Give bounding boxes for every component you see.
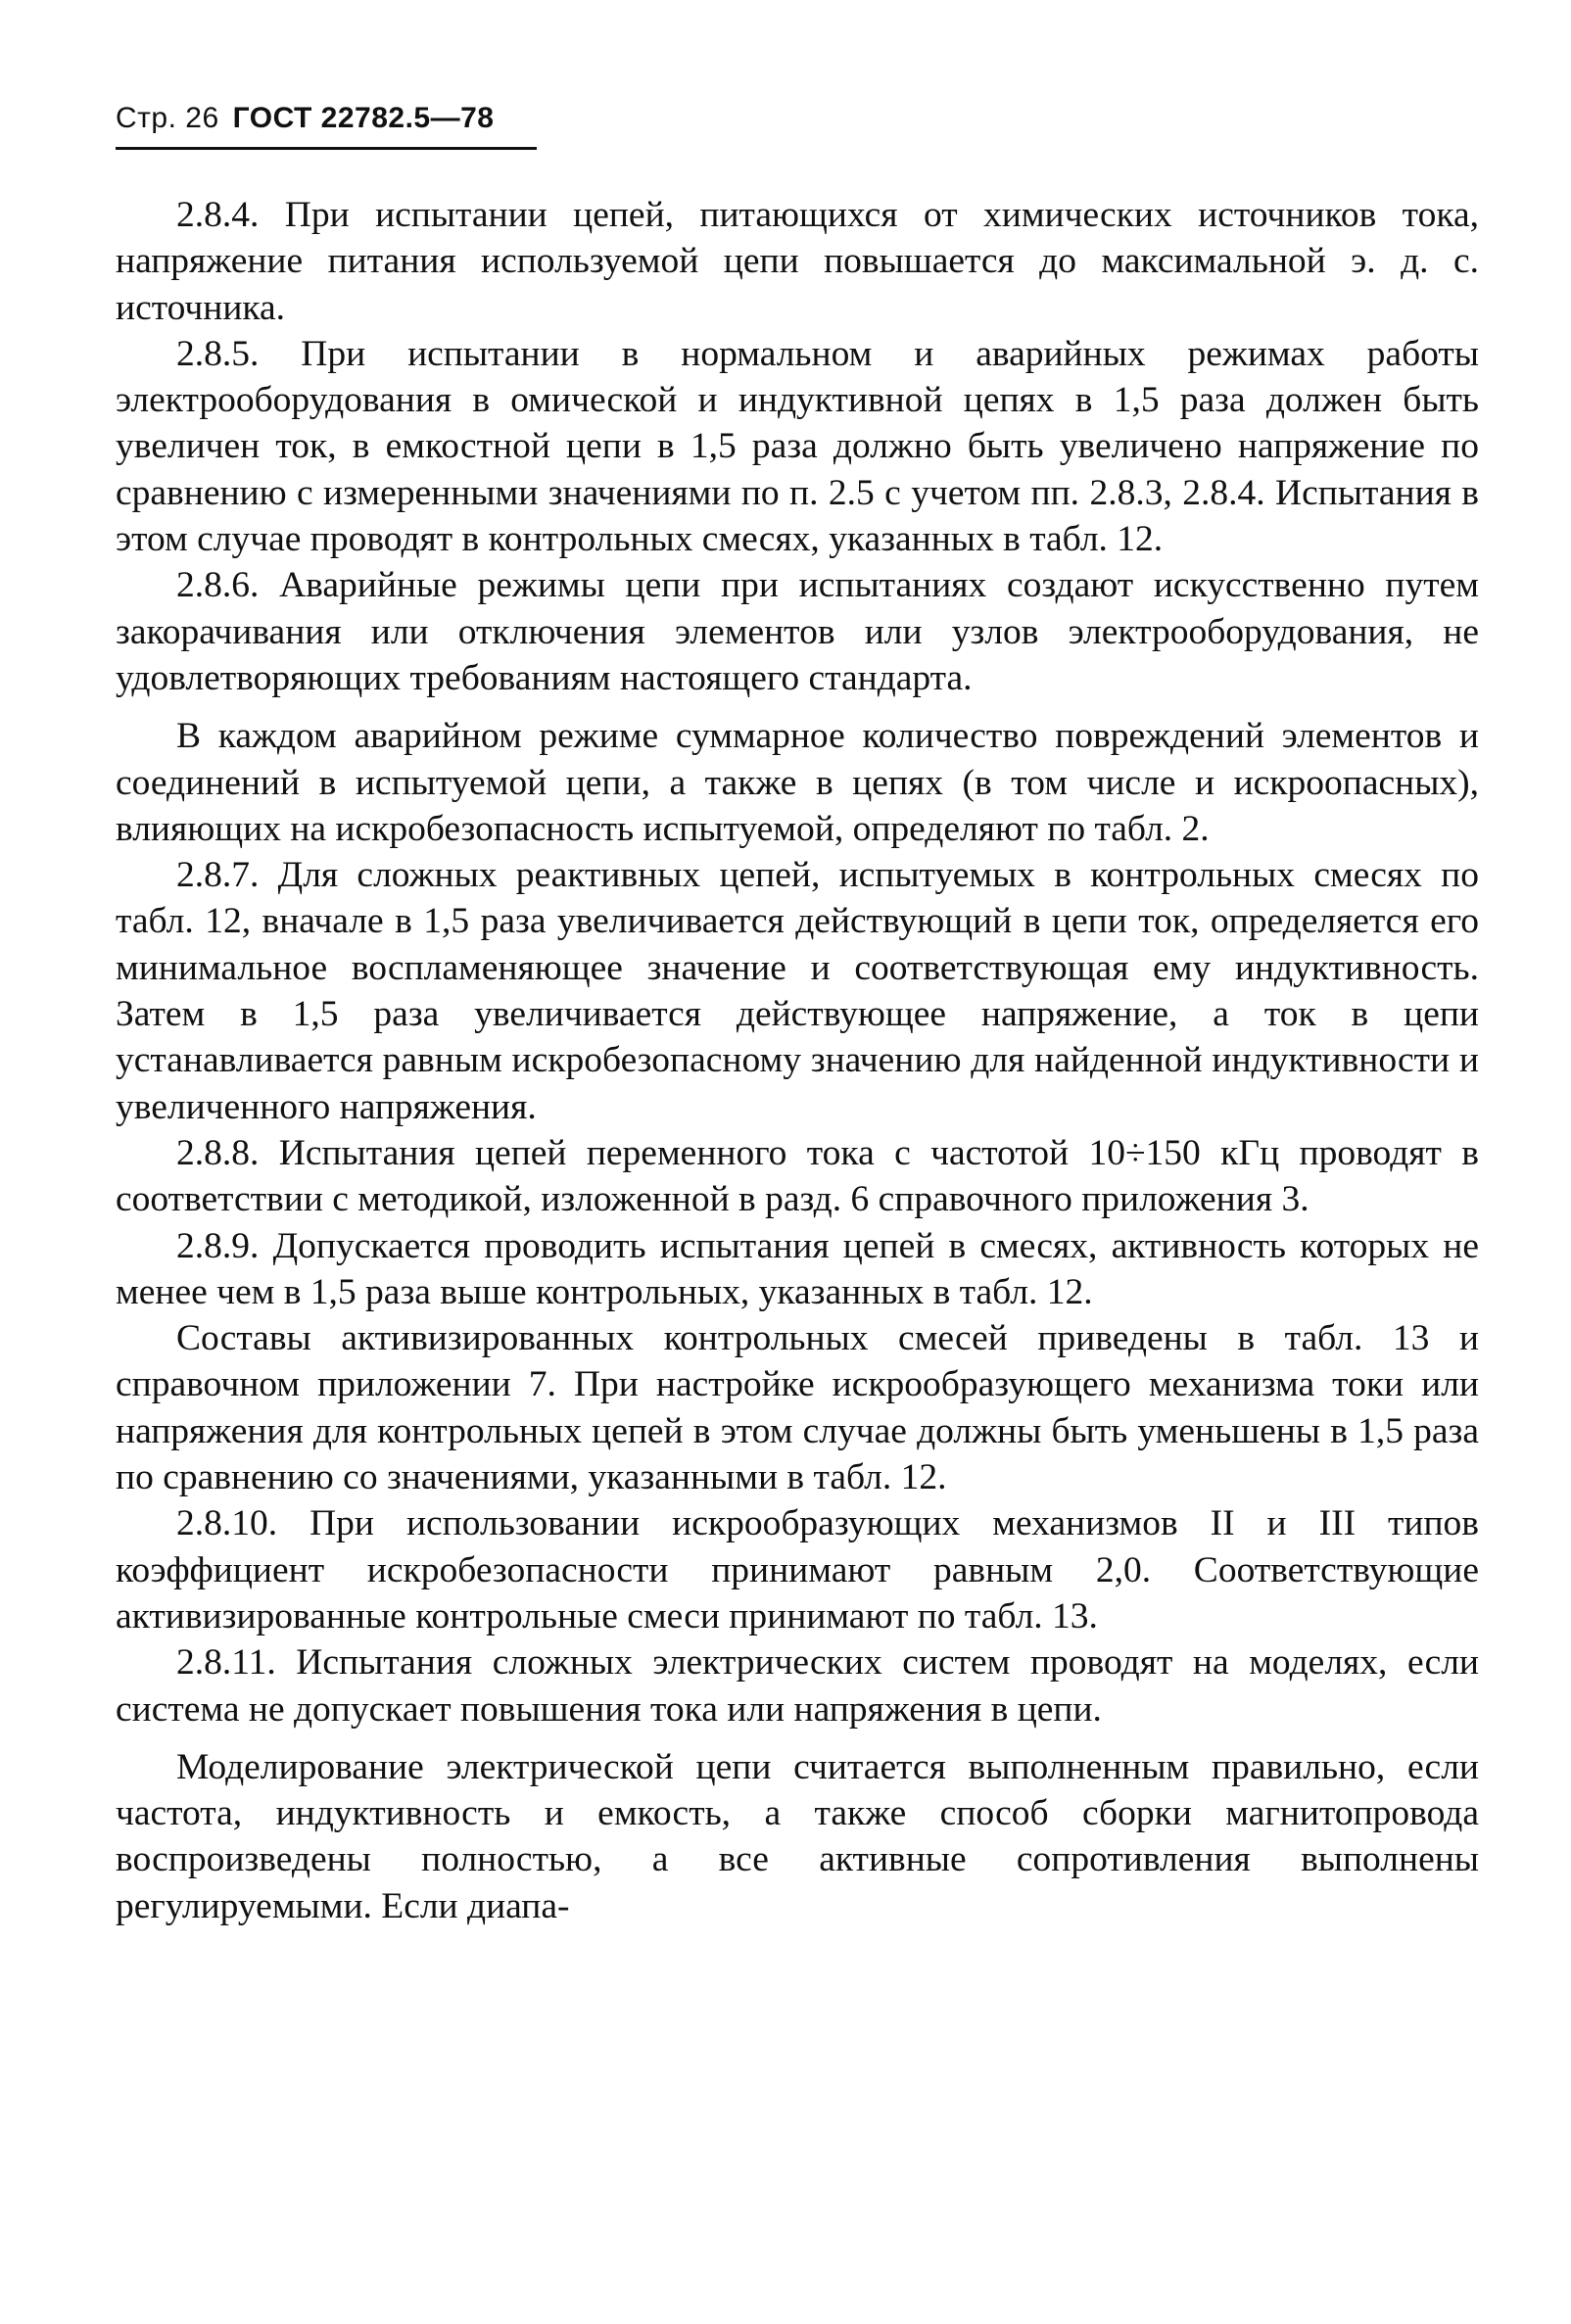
paragraph-2-8-5: 2.8.5. При испытании в нормальном и аварийных режимах работы электрооборудования в омической и индуктивной цепях в 1,5 раза должен быть увеличен ток, в емкостной цепи в 1,5 раза должно быть увеличено напряжение по сравнению с измеренными значениями по п. 2.5 с учетом пп. 2.8.3, 2.8.4. Испытания в этом случае проводят в контрольных смесях, указанных в табл. 12. — [116, 333, 1479, 560]
page-number: Стр. 26 — [116, 102, 219, 134]
paragraph-2-8-4: 2.8.4. При испытании цепей, питающихся от химических источников тока, напряжение питания используемой цепи повышается до максимальной э. д. с. источника. — [116, 195, 1479, 328]
paragraph-activated-mixtures: Составы активизированных контрольных смесей приведены в табл. 13 и справочном приложении 7. При настройке искрообразующего механизма токи или напряжения для контрольных цепей в этом случае должны быть уменьшены в 1,5 раза по сравнению со значениями, указанными в табл. 12. — [116, 1318, 1479, 1498]
body-text — [116, 192, 1479, 1929]
paragraph-2-8-9: 2.8.9. Допускается проводить испытания цепей в смесях, активность которых не менее чем в 1,5 раза выше контрольных, указанных в табл. 12. — [116, 1225, 1479, 1312]
paragraph-2-8-6: 2.8.6. Аварийные режимы цепи при испытаниях создают искусственно путем закорачивания или отключения элементов или узлов электрооборудования, не удовлетворяющих требованиям настоящего стандарта. — [116, 565, 1479, 698]
running-head — [116, 102, 494, 135]
paragraph-2-8-7: 2.8.7. Для сложных реактивных цепей, испытуемых в контрольных смесях по табл. 12, вначале в 1,5 раза увеличивается действующий в цепи ток, определяется его минимальное воспламеняющее значение и соответствующая ему индуктивность. Затем в 1,5 раза увеличивается действующее напряжение, а ток в цепи устанавливается равным искробезопасному значению для найденной индуктивности и увеличенного напряжения. — [116, 855, 1479, 1127]
paragraph-2-8-10: 2.8.10. При использовании искрообразующих механизмов II и III типов коэффициент искробезопасности принимают равным 2,0. Соответствующие активизированные контрольные смеси принимают по табл. 13. — [116, 1503, 1479, 1636]
paragraph-2-8-8: 2.8.8. Испытания цепей переменного тока с частотой 10÷150 кГц проводят в соответствии с методикой, изложенной в разд. 6 справочного приложения 3. — [116, 1132, 1479, 1220]
standard-designation: ГОСТ 22782.5—78 — [232, 102, 495, 134]
paragraph-modeling: Моделирование электрической цепи считается выполненным правильно, если частота, индуктивность и емкость, а также способ сборки магнитопровода воспроизведены полностью, а все активные сопротивления выполнены регулируемыми. Если диапа- — [116, 1746, 1479, 1926]
paragraph-2-8-11: 2.8.11. Испытания сложных электрических систем проводят на моделях, если система не допускает повышения тока или напряжения в цепи. — [116, 1642, 1479, 1730]
header-rule — [116, 147, 537, 150]
paragraph-emergency-mode: В каждом аварийном режиме суммарное количество повреждений элементов и соединений в испытуемой цепи, а также в цепях (в том числе и искроопасных), влияющих на искробезопасность испытуемой, определяют по табл. 2. — [116, 716, 1479, 849]
